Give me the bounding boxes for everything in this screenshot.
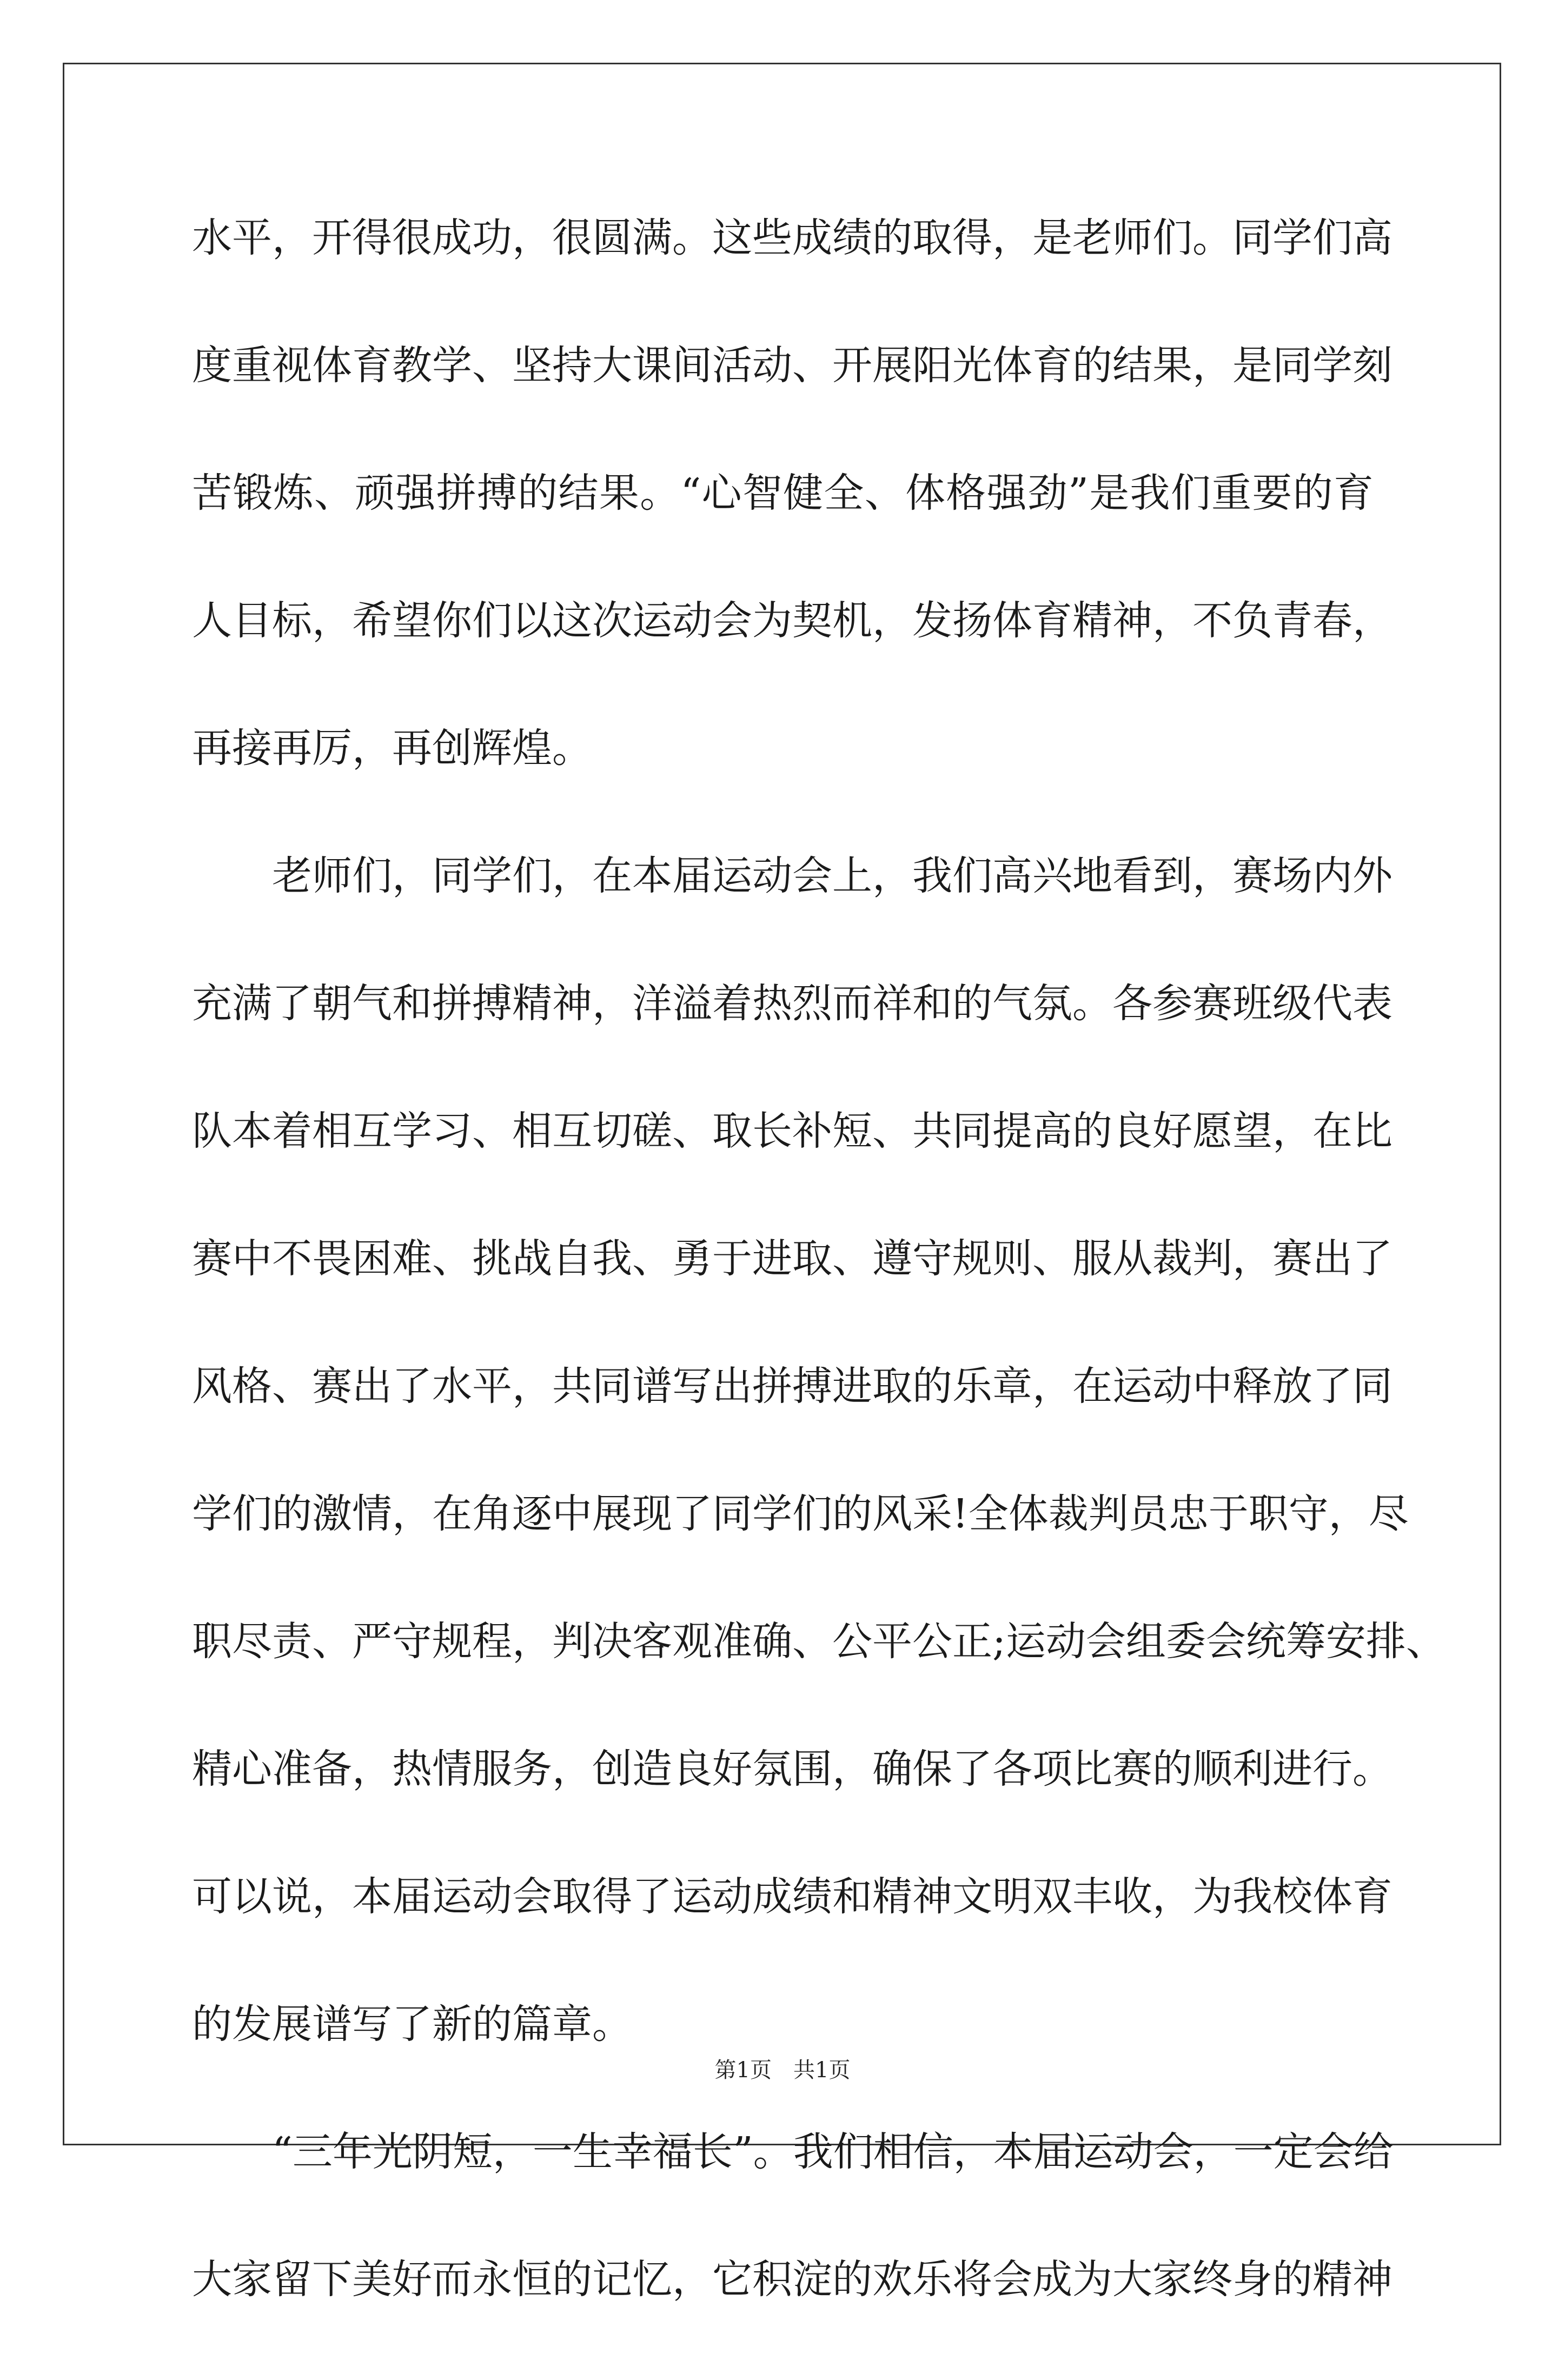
text-line: 再接再厉，再创辉煌。 [192,725,592,772]
document-body [192,211,1446,2380]
text-line: 精心准备，热情服务，创造良好氛围，确保了各项比赛的顺利进行。 [192,1746,1392,1792]
text-line: 学们的激情，在角逐中展现了同学们的风采!全体裁判员忠于职守，尽 [192,1491,1409,1537]
text-line: 苦锻炼、顽强拼搏的结果。“心智健全、体格强劲”是我们重要的育 [192,470,1374,516]
text-line: 度重视体育教学、坚持大课间活动、开展阳光体育的结果，是同学刻 [192,342,1392,389]
page-number-footer: 第1页 共1页 [714,2058,851,2083]
text-line: 大家留下美好而永恒的记忆，它积淀的欢乐将会成为大家终身的精神 [192,2256,1392,2303]
text-line: 队本着相互学习、相互切磋、取长补短、共同提高的良好愿望，在比 [192,1108,1392,1154]
text-line: 的发展谱写了新的篇章。 [192,2001,632,2047]
text-line: 充满了朝气和拼搏精神，洋溢着热烈而祥和的气氛。各参赛班级代表 [192,980,1392,1027]
paragraph-start-line: “三年光阴短，一生幸福长”。我们相信，本届运动会，一定会给 [272,2129,1394,2175]
text-line: 人目标，希望你们以这次运动会为契机，发扬体育精神，不负青春， [192,597,1392,644]
paragraph-start-line: 老师们，同学们，在本届运动会上，我们高兴地看到，赛场内外 [272,853,1392,899]
text-line: 职尽责、严守规程，判决客观准确、公平公正;运动会组委会统筹安排、 [192,1618,1446,1665]
text-line: 水平，开得很成功，很圆满。这些成绩的取得，是老师们。同学们高 [192,215,1392,261]
text-line: 可以说，本届运动会取得了运动成绩和精神文明双丰收，为我校体育 [192,1873,1392,1920]
text-line: 风格、赛出了水平，共同谱写出拼搏进取的乐章，在运动中释放了同 [192,1363,1392,1410]
text-line: 赛中不畏困难、挑战自我、勇于进取、遵守规则、服从裁判，赛出了 [192,1235,1392,1282]
